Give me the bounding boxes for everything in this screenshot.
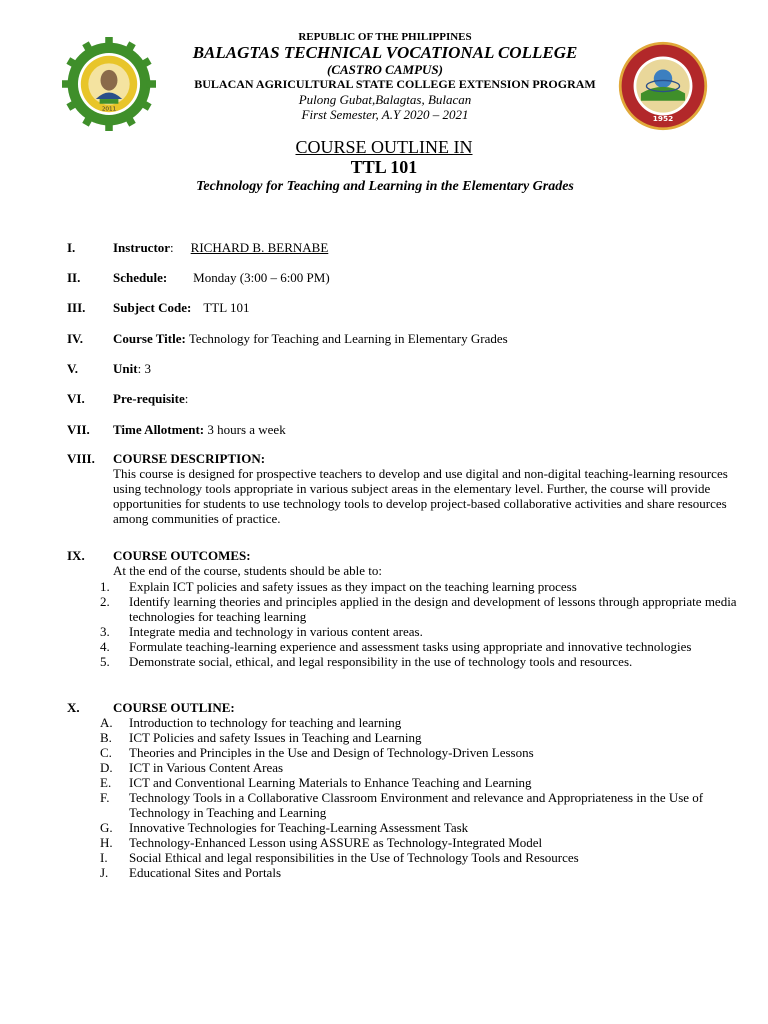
section-number: VI. [67, 391, 85, 406]
topic-text: Theories and Principles in the Use and Design of Technology-Driven Lessons [129, 745, 534, 760]
section-number: II. [67, 270, 81, 285]
course-outline-heading: COURSE OUTLINE IN [295, 137, 473, 157]
list-item [100, 850, 740, 865]
list-item [100, 865, 740, 880]
section-number: X. [67, 700, 80, 715]
course-outcomes-label: COURSE OUTCOMES: [113, 548, 251, 563]
time-allotment-value: 3 hours a week [207, 422, 286, 437]
list-marker: G. [100, 820, 113, 835]
list-marker: I. [100, 850, 108, 865]
section-number: V. [67, 361, 78, 376]
list-marker: 2. [100, 594, 110, 609]
list-marker: F. [100, 790, 110, 805]
list-marker: D. [100, 760, 113, 775]
list-item [100, 745, 740, 760]
topic-text: Introduction to technology for teaching and learning [129, 715, 402, 730]
course-outcomes-list [100, 579, 740, 669]
list-marker: H. [100, 835, 113, 850]
section-number: VIII. [67, 451, 95, 466]
campus-name: (CASTRO CAMPUS) [327, 62, 443, 77]
document-page: 2011 1952 REPUBLIC OF THE PHILIPPINES BALAGTAS TECHNICAL VOCATIONAL COLLEGE (CASTRO CAMPUS) BULACAN AGRICULTURAL STATE COLLEGE EXTENSION PROGRAM Pulong Gubat,Balagtas, Bulacan First Semester, A.Y 2020 – 2021 COURSE OUTLINE IN TTL 101 Technology for Teaching and Learning in the Elementary Grades I. Instructor: RICHARD B. BERNABE II. Schedule: Monday (3:00 – 6:00 PM) III. Subject Code: TTL 101 IV. Course Title: Technology for Teaching and Learning in Elementary Grades V. Unit: 3 VI. Pre-requisite: VII. Time Allotment: 3 hours a week VIII. COURSE DESCRIPTION: This course is designed for prospective teachers to develop and use digital and non-digital teaching-learning resources using technology tools appropriate in various subject areas in the elementary level. Further, the course will provide opportunities for students to use technology tools to develop project-based collaborative activities and share resources among communities of practice. IX. COURSE OUTCOMES: At the end of the course, students should be able to: 1. Explain ICT policies and safety issues as they impact on the teaching learning process 2. Identify learning theories and principles applied in the design and development of lessons through appropriate media technologies for teaching learning 3. Integrate media and technology in various content areas. 4. Formulate teaching-learning experience and assessment tasks using appropriate and innovative technologies 5. Demonstrate social, ethical, and legal responsibility in the use of technology tools and resources. X. COURSE OUTLINE: A. Introduction to technology for teaching and learning B. ICT Policies and safety Issues in Teaching and Learning C. Theories and Principles in the Use and Design of Technology-Driven Lessons D. ICT in Various Content Areas E. ICT and Conventional Learning Materials to Enhance Teaching and Learning F. Technology Tools in a Collaborative Classroom Environment and relevance and Appropriateness in the Use of Technology in Teaching and Learning G. Innovative Technologies for Teaching-Learning Assessment Task H. Technology-Enhanced Lesson using ASSURE as Technology-Integrated Model I. Social Ethical and legal responsibilities in the Use of Technology Tools and Resources J. Educational Sites and Portals [0, 0, 768, 1024]
svg-text:2011: 2011 [101, 106, 117, 113]
list-marker: C. [100, 745, 112, 760]
list-item [100, 579, 740, 594]
list-item [100, 624, 740, 639]
outcome-text: Explain ICT policies and safety issues as they impact on the teaching learning process [129, 579, 577, 594]
instructor-value: RICHARD B. BERNABE [190, 240, 329, 255]
svg-text:1952: 1952 [652, 113, 674, 123]
list-marker: B. [100, 730, 112, 745]
instructor-label: Instructor [113, 240, 171, 255]
topic-text: Technology Tools in a Collaborative Classroom Environment and relevance and Appropriateness in the Use of Technology in Teaching and Learning [129, 790, 704, 820]
list-marker: A. [100, 715, 113, 730]
topic-text: ICT and Conventional Learning Materials to Enhance Teaching and Learning [129, 775, 532, 790]
course-outline-list [100, 715, 740, 880]
outcome-text: Formulate teaching-learning experience and assessment tasks using appropriate and innovative technologies [129, 639, 692, 654]
topic-text: Innovative Technologies for Teaching-Learning Assessment Task [129, 820, 469, 835]
course-description-text: This course is designed for prospective teachers to develop and use digital and non-digital teaching-learning resources using technology tools appropriate in various subject areas in the elementary level. Further, the course will provide opportunities for students to use technology tools to develop project-based collaborative activities and share resources among communities of practice. [113, 466, 728, 526]
section-number: VII. [67, 422, 90, 437]
course-outline-label: COURSE OUTLINE: [113, 700, 235, 715]
list-marker: J. [100, 865, 109, 880]
list-marker: 4. [100, 639, 110, 654]
semester-line: First Semester, A.Y 2020 – 2021 [301, 107, 469, 122]
topic-text: Social Ethical and legal responsibilities in the Use of Technology Tools and Resources [129, 850, 579, 865]
section-number: IV. [67, 331, 84, 346]
unit-value: 3 [144, 361, 151, 376]
outcome-text: Integrate media and technology in various content areas. [129, 624, 423, 639]
list-marker: 1. [100, 579, 110, 594]
schedule-label: Schedule: [113, 270, 168, 285]
list-marker: 3. [100, 624, 110, 639]
topic-text: ICT in Various Content Areas [129, 760, 284, 775]
schedule-value: Monday (3:00 – 6:00 PM) [193, 270, 330, 285]
topic-text: ICT Policies and safety Issues in Teaching and Learning [129, 730, 422, 745]
course-title-label: Course Title: [113, 331, 186, 346]
list-item [100, 760, 740, 775]
course-description-label: COURSE DESCRIPTION: [113, 451, 266, 466]
list-item [100, 835, 740, 850]
list-item [100, 775, 740, 790]
section-number: I. [67, 240, 76, 255]
course-title-value: Technology for Teaching and Learning in Elementary Grades [188, 331, 508, 346]
program-line: BULACAN AGRICULTURAL STATE COLLEGE EXTENSION PROGRAM [194, 77, 596, 91]
list-item [100, 715, 740, 730]
college-seal-logo [62, 37, 156, 131]
list-item [100, 730, 740, 745]
subject-code-label: Subject Code: [113, 300, 192, 315]
outcome-text: Identify learning theories and principles applied in the design and development of lessons through appropriate media technologies for teaching learning [129, 594, 737, 624]
prerequisite-label: Pre-requisite [113, 391, 185, 406]
subject-code-value: TTL 101 [203, 300, 250, 315]
basc-seal-logo [617, 40, 709, 132]
list-item [100, 594, 740, 624]
college-name: BALAGTAS TECHNICAL VOCATIONAL COLLEGE [192, 43, 578, 62]
list-item [100, 790, 740, 820]
time-allotment-label: Time Allotment: [113, 422, 205, 437]
course-name-heading: Technology for Teaching and Learning in the Elementary Grades [196, 179, 574, 194]
unit-label: Unit [113, 361, 138, 376]
address-line: Pulong Gubat,Balagtas, Bulacan [298, 92, 472, 107]
section-number: IX. [67, 548, 85, 563]
list-item [100, 820, 740, 835]
list-marker: E. [100, 775, 112, 790]
course-outcomes-intro: At the end of the course, students should be able to: [113, 563, 382, 578]
topic-text: Technology-Enhanced Lesson using ASSURE as Technology-Integrated Model [129, 835, 543, 850]
course-code-heading: TTL 101 [350, 157, 418, 177]
list-item [100, 639, 740, 654]
republic-line: REPUBLIC OF THE PHILIPPINES [298, 31, 472, 43]
outcome-text: Demonstrate social, ethical, and legal responsibility in the use of technology tools and resources. [129, 654, 633, 669]
topic-text: Educational Sites and Portals [129, 865, 282, 880]
section-number: III. [67, 300, 86, 315]
list-marker: 5. [100, 654, 110, 669]
list-item [100, 654, 740, 669]
